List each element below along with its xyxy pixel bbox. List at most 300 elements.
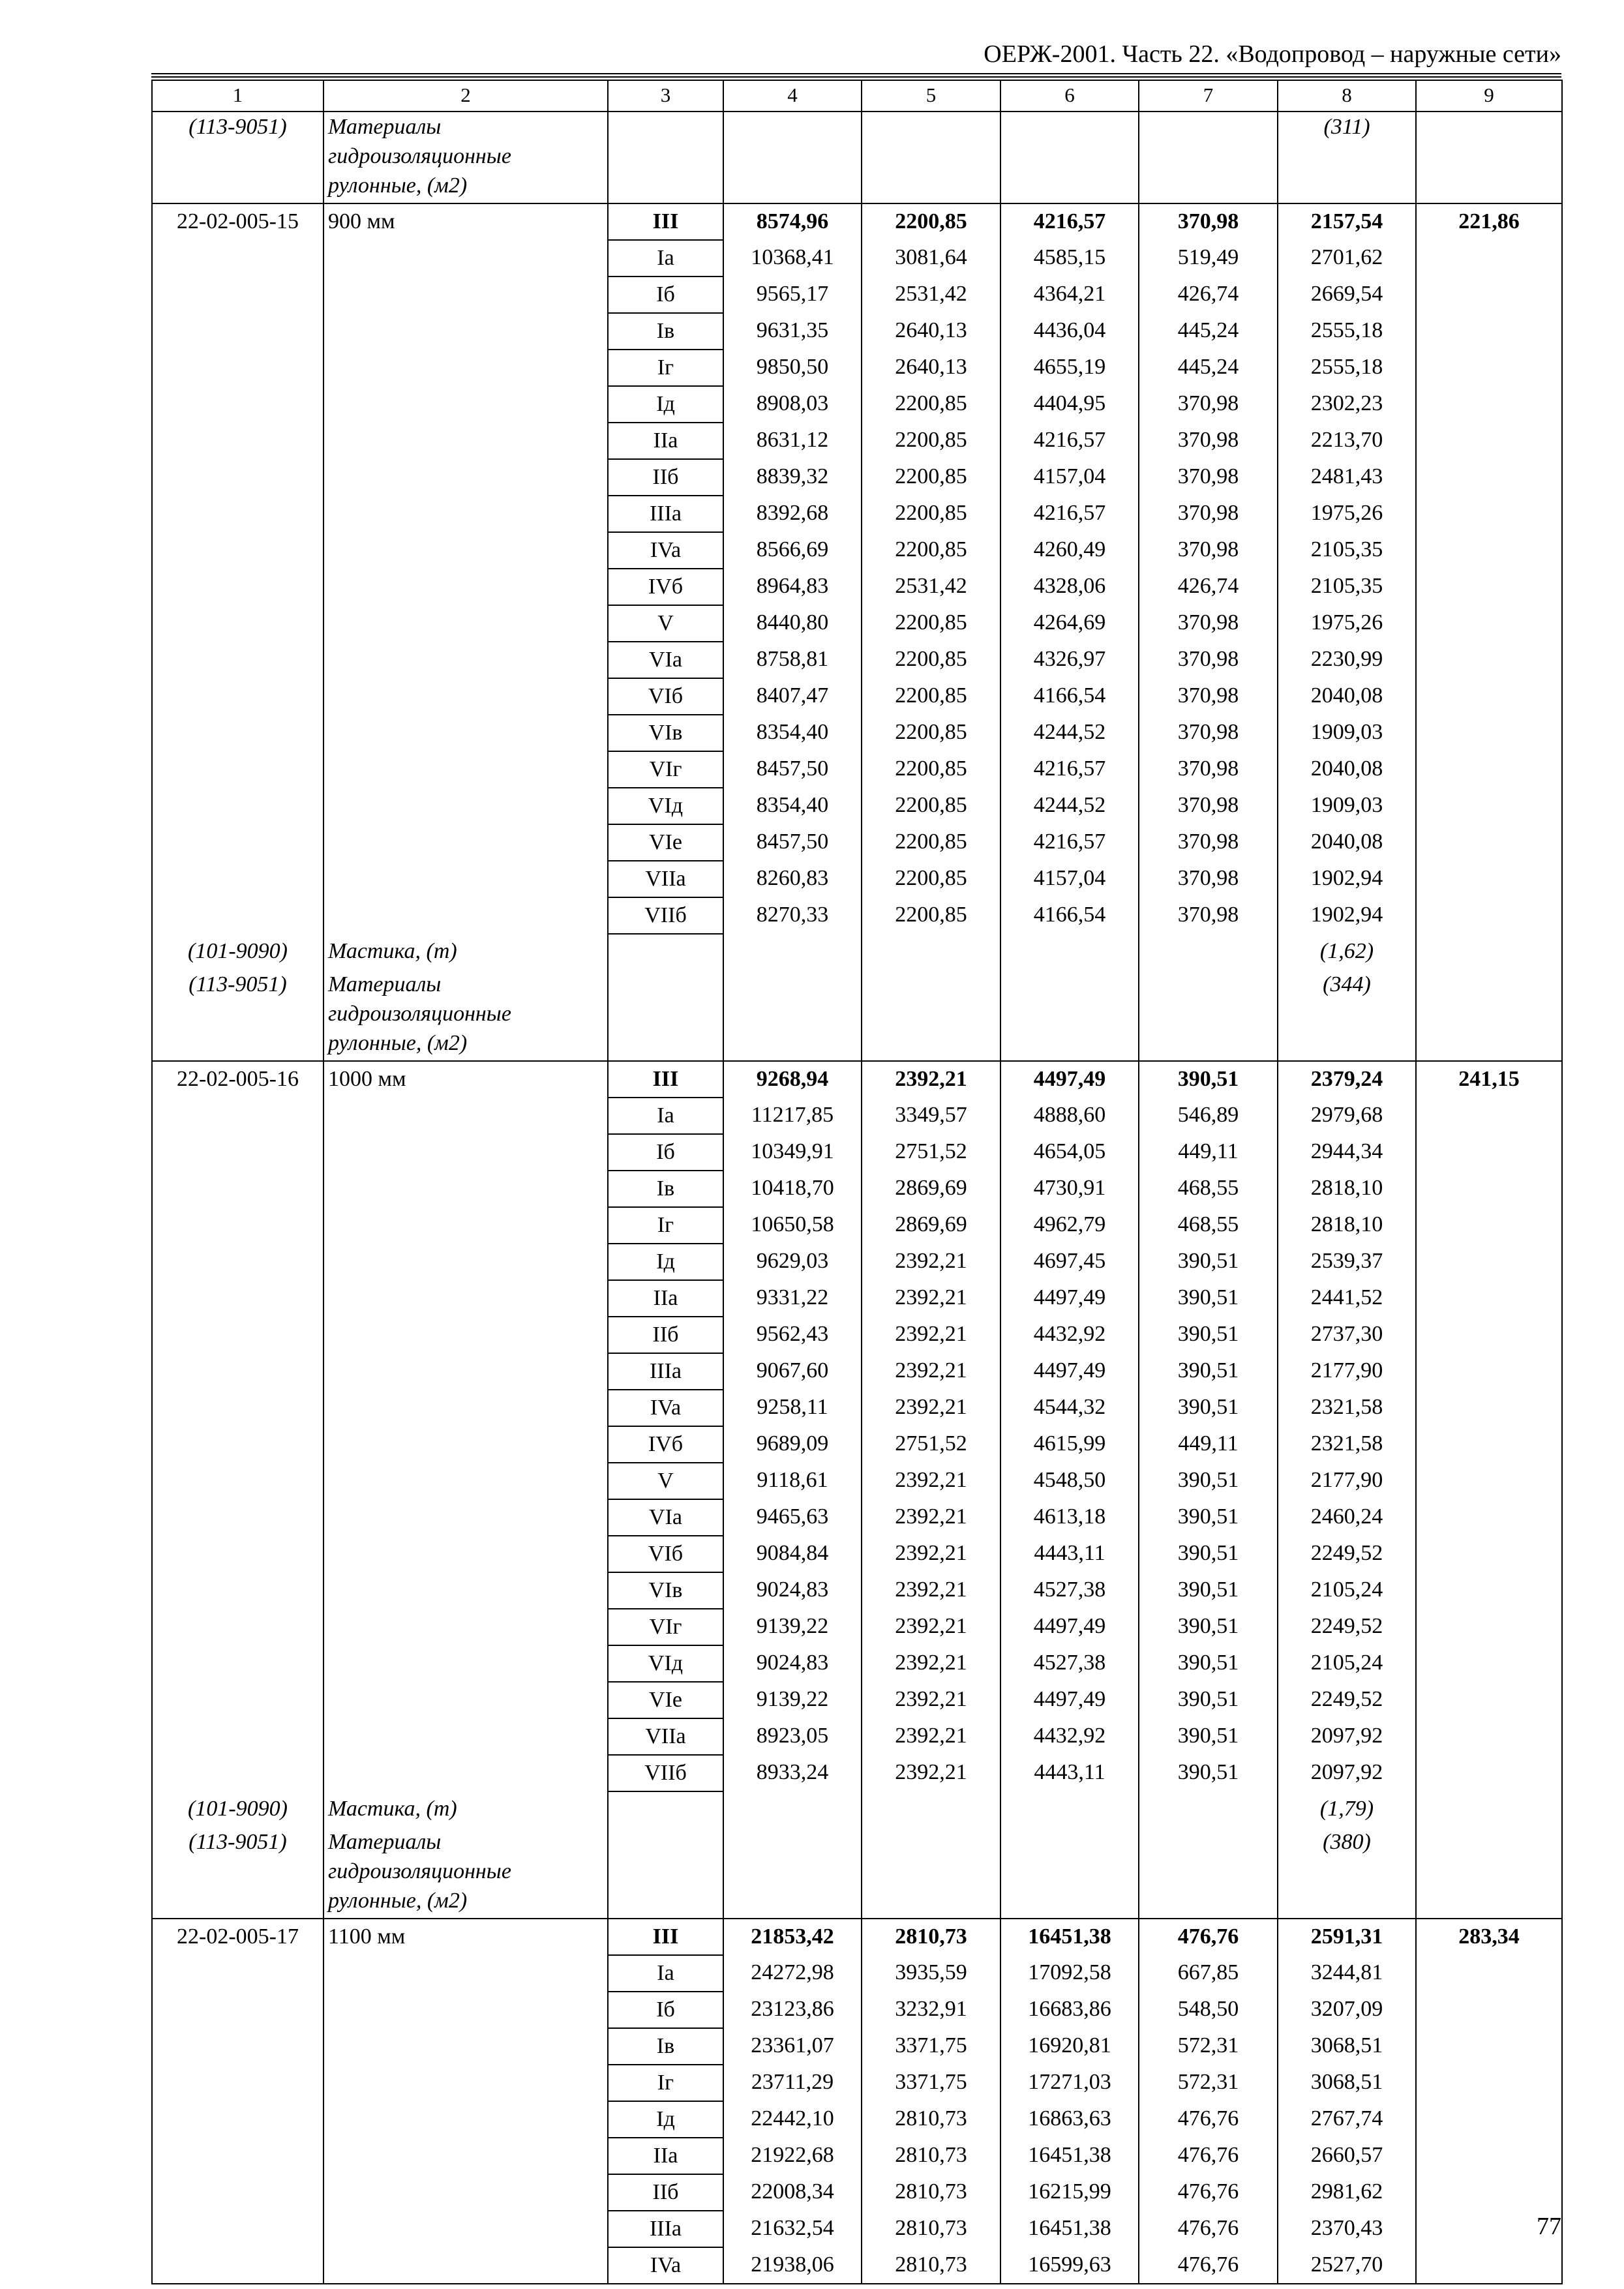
operator-wages: 370,98 [1139,715,1278,751]
empty-cell [152,1353,323,1390]
price-row [152,1061,1562,1098]
empty-cell [152,496,323,532]
column-number: 8 [1278,80,1416,112]
empty-cell [862,112,1000,203]
resource-code: (113-9051) [152,112,323,203]
wages: 2392,21 [862,1390,1000,1426]
zone: IIIa [608,2211,723,2247]
empty-cell [152,423,323,459]
machine-cost: 4326,97 [1000,642,1139,678]
machine-cost: 4216,57 [1000,203,1139,240]
machine-cost: 4166,54 [1000,897,1139,934]
empty-cell [1416,2028,1562,2065]
empty-cell [1000,112,1139,203]
wages: 2810,73 [862,2174,1000,2211]
price-row [152,1207,1562,1244]
materials-cost: 1902,94 [1278,897,1416,934]
empty-cell [323,496,608,532]
total-cost: 9118,61 [723,1463,862,1499]
price-row [152,2174,1562,2211]
empty-cell [323,1718,608,1755]
wages: 2531,42 [862,569,1000,605]
operator-wages: 390,51 [1139,1317,1278,1353]
empty-cell [323,897,608,934]
empty-cell [1416,1098,1562,1134]
zone: VIг [608,1609,723,1645]
price-row [152,1718,1562,1755]
wages: 2392,21 [862,1061,1000,1098]
total-cost: 9024,83 [723,1645,862,1682]
empty-cell [323,386,608,423]
machine-cost: 4497,49 [1000,1353,1139,1390]
empty-cell [152,642,323,678]
empty-cell [323,678,608,715]
materials-cost: 2379,24 [1278,1061,1416,1098]
empty-cell [1416,1499,1562,1536]
price-row [152,1572,1562,1609]
labor-cost: 221,86 [1416,203,1562,240]
wages: 2200,85 [862,532,1000,569]
price-row [152,423,1562,459]
empty-cell [608,1791,723,1827]
empty-cell [152,1718,323,1755]
wages: 2810,73 [862,1919,1000,1955]
total-cost: 23123,86 [723,1992,862,2028]
total-cost: 21938,06 [723,2247,862,2284]
machine-cost: 4432,92 [1000,1718,1139,1755]
empty-cell [1416,1827,1562,1919]
price-row [152,1244,1562,1280]
wages: 2810,73 [862,2138,1000,2174]
material-name-line: рулонные, (м2) [328,1889,468,1913]
operator-wages: 426,74 [1139,277,1278,313]
wages: 3349,57 [862,1098,1000,1134]
wages: 2751,52 [862,1426,1000,1463]
operator-wages: 390,51 [1139,1244,1278,1280]
materials-cost: 2302,23 [1278,386,1416,423]
machine-cost: 4244,52 [1000,715,1139,751]
wages: 2392,21 [862,1353,1000,1390]
zone: IIIa [608,1353,723,1390]
zone: Ia [608,1955,723,1992]
empty-cell [323,1609,608,1645]
materials-cost: 2441,52 [1278,1280,1416,1317]
empty-cell [152,2028,323,2065]
empty-cell [1416,861,1562,897]
empty-cell [1416,1244,1562,1280]
total-cost: 8758,81 [723,642,862,678]
zone: VIд [608,1645,723,1682]
machine-cost: 4497,49 [1000,1061,1139,1098]
total-cost: 8392,68 [723,496,862,532]
empty-cell [152,1207,323,1244]
empty-cell [152,678,323,715]
empty-cell [723,1791,862,1827]
zone: V [608,1463,723,1499]
material-row [152,970,1562,1061]
machine-cost: 4615,99 [1000,1426,1139,1463]
operator-wages: 370,98 [1139,496,1278,532]
empty-cell [1416,1353,1562,1390]
zone: IIIa [608,496,723,532]
materials-cost: 2555,18 [1278,350,1416,386]
wages: 2392,21 [862,1463,1000,1499]
price-row [152,1390,1562,1426]
total-cost: 10418,70 [723,1171,862,1207]
resource-quantity: (311) [1278,112,1416,203]
zone: Iв [608,313,723,350]
empty-cell [1000,1827,1139,1919]
operator-wages: 426,74 [1139,569,1278,605]
materials-cost: 2481,43 [1278,459,1416,496]
machine-cost: 4497,49 [1000,1280,1139,1317]
empty-cell [608,1827,723,1919]
empty-cell [323,277,608,313]
wages: 3935,59 [862,1955,1000,1992]
resource-quantity: (380) [1278,1827,1416,1919]
empty-cell [1416,459,1562,496]
operator-wages: 370,98 [1139,788,1278,824]
empty-cell [608,934,723,970]
materials-cost: 2979,68 [1278,1098,1416,1134]
zone: VIIa [608,861,723,897]
empty-cell [1416,240,1562,277]
materials-cost: 1909,03 [1278,788,1416,824]
materials-cost: 2321,58 [1278,1390,1416,1426]
empty-cell [323,1244,608,1280]
empty-cell [152,1280,323,1317]
price-row [152,788,1562,824]
price-row [152,459,1562,496]
empty-cell [1416,277,1562,313]
materials-cost: 2105,35 [1278,569,1416,605]
zone: Iг [608,350,723,386]
resource-code: (101-9090) [152,1791,323,1827]
materials-cost: 2040,08 [1278,751,1416,788]
machine-cost: 4548,50 [1000,1463,1139,1499]
price-row [152,2101,1562,2138]
price-row [152,350,1562,386]
zone: IIб [608,1317,723,1353]
operator-wages: 370,98 [1139,824,1278,861]
empty-cell [608,970,723,1061]
empty-cell [1416,2101,1562,2138]
operator-wages: 370,98 [1139,459,1278,496]
operator-wages: 390,51 [1139,1755,1278,1791]
machine-cost: 4613,18 [1000,1499,1139,1536]
resource-code: (113-9051) [152,970,323,1061]
empty-cell [1416,1390,1562,1426]
material-name-line: гидроизоляционные [328,1002,511,1026]
price-row [152,386,1562,423]
wages: 2200,85 [862,678,1000,715]
materials-cost: 2460,24 [1278,1499,1416,1536]
wages: 2392,21 [862,1645,1000,1682]
empty-cell [723,970,862,1061]
materials-cost: 2591,31 [1278,1919,1416,1955]
total-cost: 11217,85 [723,1098,862,1134]
price-row [152,1755,1562,1791]
material-name-line: Материалы [328,1830,442,1854]
operator-wages: 390,51 [1139,1609,1278,1645]
materials-cost: 2097,92 [1278,1755,1416,1791]
wages: 2392,21 [862,1755,1000,1791]
materials-cost: 2767,74 [1278,2101,1416,2138]
column-number: 2 [323,80,608,112]
empty-cell [323,423,608,459]
materials-cost: 3068,51 [1278,2065,1416,2101]
operator-wages: 390,51 [1139,1390,1278,1426]
total-cost: 9139,22 [723,1609,862,1645]
operator-wages: 548,50 [1139,1992,1278,2028]
operator-wages: 390,51 [1139,1682,1278,1718]
empty-cell [323,1572,608,1609]
empty-cell [323,1463,608,1499]
machine-cost: 4244,52 [1000,788,1139,824]
empty-cell [323,569,608,605]
wages: 2392,21 [862,1682,1000,1718]
price-row [152,569,1562,605]
empty-cell [1416,1171,1562,1207]
machine-cost: 16451,38 [1000,2138,1139,2174]
total-cost: 8260,83 [723,861,862,897]
empty-cell [1416,1645,1562,1682]
empty-cell [1416,1609,1562,1645]
empty-cell [152,1098,323,1134]
empty-cell [1416,605,1562,642]
machine-cost: 4264,69 [1000,605,1139,642]
materials-cost: 2555,18 [1278,313,1416,350]
wages: 2392,21 [862,1609,1000,1645]
empty-cell [323,1390,608,1426]
empty-cell [152,1134,323,1171]
zone: VIe [608,1682,723,1718]
price-row [152,203,1562,240]
rate-code: 22-02-005-16 [152,1061,323,1098]
column-number: 9 [1416,80,1562,112]
price-row [152,1353,1562,1390]
zone: IVa [608,2247,723,2284]
materials-cost: 2818,10 [1278,1171,1416,1207]
machine-cost: 4216,57 [1000,824,1139,861]
zone: VIг [608,751,723,788]
operator-wages: 370,98 [1139,605,1278,642]
operator-wages: 370,98 [1139,678,1278,715]
materials-cost: 1975,26 [1278,496,1416,532]
wages: 2392,21 [862,1499,1000,1536]
operator-wages: 370,98 [1139,751,1278,788]
empty-cell [323,1134,608,1171]
materials-cost: 2177,90 [1278,1353,1416,1390]
column-number: 4 [723,80,862,112]
price-row [152,277,1562,313]
wages: 2200,85 [862,788,1000,824]
empty-cell [152,861,323,897]
materials-cost: 2249,52 [1278,1682,1416,1718]
price-row [152,1134,1562,1171]
price-row [152,532,1562,569]
zone: VIIб [608,1755,723,1791]
wages: 2392,21 [862,1317,1000,1353]
wages: 2810,73 [862,2247,1000,2284]
empty-cell [1416,751,1562,788]
total-cost: 9024,83 [723,1572,862,1609]
material-row [152,1827,1562,1919]
machine-cost: 17271,03 [1000,2065,1139,2101]
price-row [152,2065,1562,2101]
empty-cell [152,532,323,569]
price-row [152,240,1562,277]
empty-cell [152,897,323,934]
empty-cell [862,934,1000,970]
empty-cell [1416,1955,1562,1992]
price-row [152,496,1562,532]
operator-wages: 449,11 [1139,1134,1278,1171]
machine-cost: 16215,99 [1000,2174,1139,2211]
total-cost: 10368,41 [723,240,862,277]
total-cost: 21853,42 [723,1919,862,1955]
empty-cell [1416,569,1562,605]
zone: IIa [608,423,723,459]
empty-cell [152,1463,323,1499]
total-cost: 10650,58 [723,1207,862,1244]
rate-name: 1000 мм [323,1061,608,1098]
wages: 2200,85 [862,459,1000,496]
empty-cell [862,1827,1000,1919]
empty-cell [152,1572,323,1609]
empty-cell [608,112,723,203]
total-cost: 8839,32 [723,459,862,496]
rate-name: 1100 мм [323,1919,608,1955]
empty-cell [1416,112,1562,203]
empty-cell [152,313,323,350]
wages: 2200,85 [862,203,1000,240]
materials-cost: 2105,24 [1278,1572,1416,1609]
empty-cell [323,350,608,386]
operator-wages: 370,98 [1139,861,1278,897]
operator-wages: 572,31 [1139,2028,1278,2065]
machine-cost: 16683,86 [1000,1992,1139,2028]
empty-cell [152,824,323,861]
machine-cost: 4527,38 [1000,1645,1139,1682]
empty-cell [1416,350,1562,386]
resource-name: Мастика, (т) [323,1791,608,1827]
zone: Iд [608,1244,723,1280]
empty-cell [323,2211,608,2247]
empty-cell [323,824,608,861]
zone: IIa [608,2138,723,2174]
page-header: ОЕРЖ-2001. Часть 22. «Водопровод – наружные сети» [984,40,1561,68]
machine-cost: 4527,38 [1000,1572,1139,1609]
materials-cost: 2157,54 [1278,203,1416,240]
price-row [152,313,1562,350]
materials-cost: 2177,90 [1278,1463,1416,1499]
machine-cost: 16920,81 [1000,2028,1139,2065]
machine-cost: 4216,57 [1000,423,1139,459]
empty-cell [1416,934,1562,970]
empty-cell [323,2138,608,2174]
zone: Iб [608,277,723,313]
zone: VIa [608,1499,723,1536]
empty-cell [152,751,323,788]
total-cost: 8933,24 [723,1755,862,1791]
operator-wages: 390,51 [1139,1499,1278,1536]
column-number: 3 [608,80,723,112]
materials-cost: 2249,52 [1278,1536,1416,1572]
price-row [152,1645,1562,1682]
price-row [152,751,1562,788]
empty-cell [323,2065,608,2101]
materials-cost: 2944,34 [1278,1134,1416,1171]
zone: Iв [608,1171,723,1207]
total-cost: 9465,63 [723,1499,862,1536]
wages: 2869,69 [862,1207,1000,1244]
machine-cost: 4730,91 [1000,1171,1139,1207]
wages: 2200,85 [862,386,1000,423]
empty-cell [323,751,608,788]
empty-cell [1416,1718,1562,1755]
column-number: 7 [1139,80,1278,112]
empty-cell [152,2101,323,2138]
empty-cell [723,934,862,970]
materials-cost: 2097,92 [1278,1718,1416,1755]
materials-cost: 2249,52 [1278,1609,1416,1645]
empty-cell [1416,423,1562,459]
total-cost: 22008,34 [723,2174,862,2211]
total-cost: 8354,40 [723,788,862,824]
resource-quantity: (344) [1278,970,1416,1061]
empty-cell [152,2138,323,2174]
price-row [152,1536,1562,1572]
machine-cost: 4888,60 [1000,1098,1139,1134]
zone: IVб [608,569,723,605]
labor-cost: 283,34 [1416,1919,1562,1955]
empty-cell [152,1244,323,1280]
operator-wages: 390,51 [1139,1645,1278,1682]
empty-cell [323,1755,608,1791]
empty-cell [152,1536,323,1572]
empty-cell [323,715,608,751]
materials-cost: 3068,51 [1278,2028,1416,2065]
operator-wages: 519,49 [1139,240,1278,277]
total-cost: 9850,50 [723,350,862,386]
empty-cell [323,1353,608,1390]
zone: VIв [608,715,723,751]
resource-quantity: (1,62) [1278,934,1416,970]
zone: V [608,605,723,642]
total-cost: 9139,22 [723,1682,862,1718]
machine-cost: 4157,04 [1000,861,1139,897]
rate-code: 22-02-005-15 [152,203,323,240]
zone: IIб [608,2174,723,2211]
empty-cell [152,1682,323,1718]
empty-cell [1416,2065,1562,2101]
wages: 2392,21 [862,1572,1000,1609]
wages: 2531,42 [862,277,1000,313]
empty-cell [323,459,608,496]
total-cost: 9565,17 [723,277,862,313]
empty-cell [1416,1572,1562,1609]
price-row [152,1426,1562,1463]
empty-cell [1416,1992,1562,2028]
empty-cell [1416,2174,1562,2211]
empty-cell [323,861,608,897]
page-number: 77 [1537,2213,1561,2240]
empty-cell [152,1426,323,1463]
rate-code: 22-02-005-17 [152,1919,323,1955]
zone: IVб [608,1426,723,1463]
total-cost: 9084,84 [723,1536,862,1572]
